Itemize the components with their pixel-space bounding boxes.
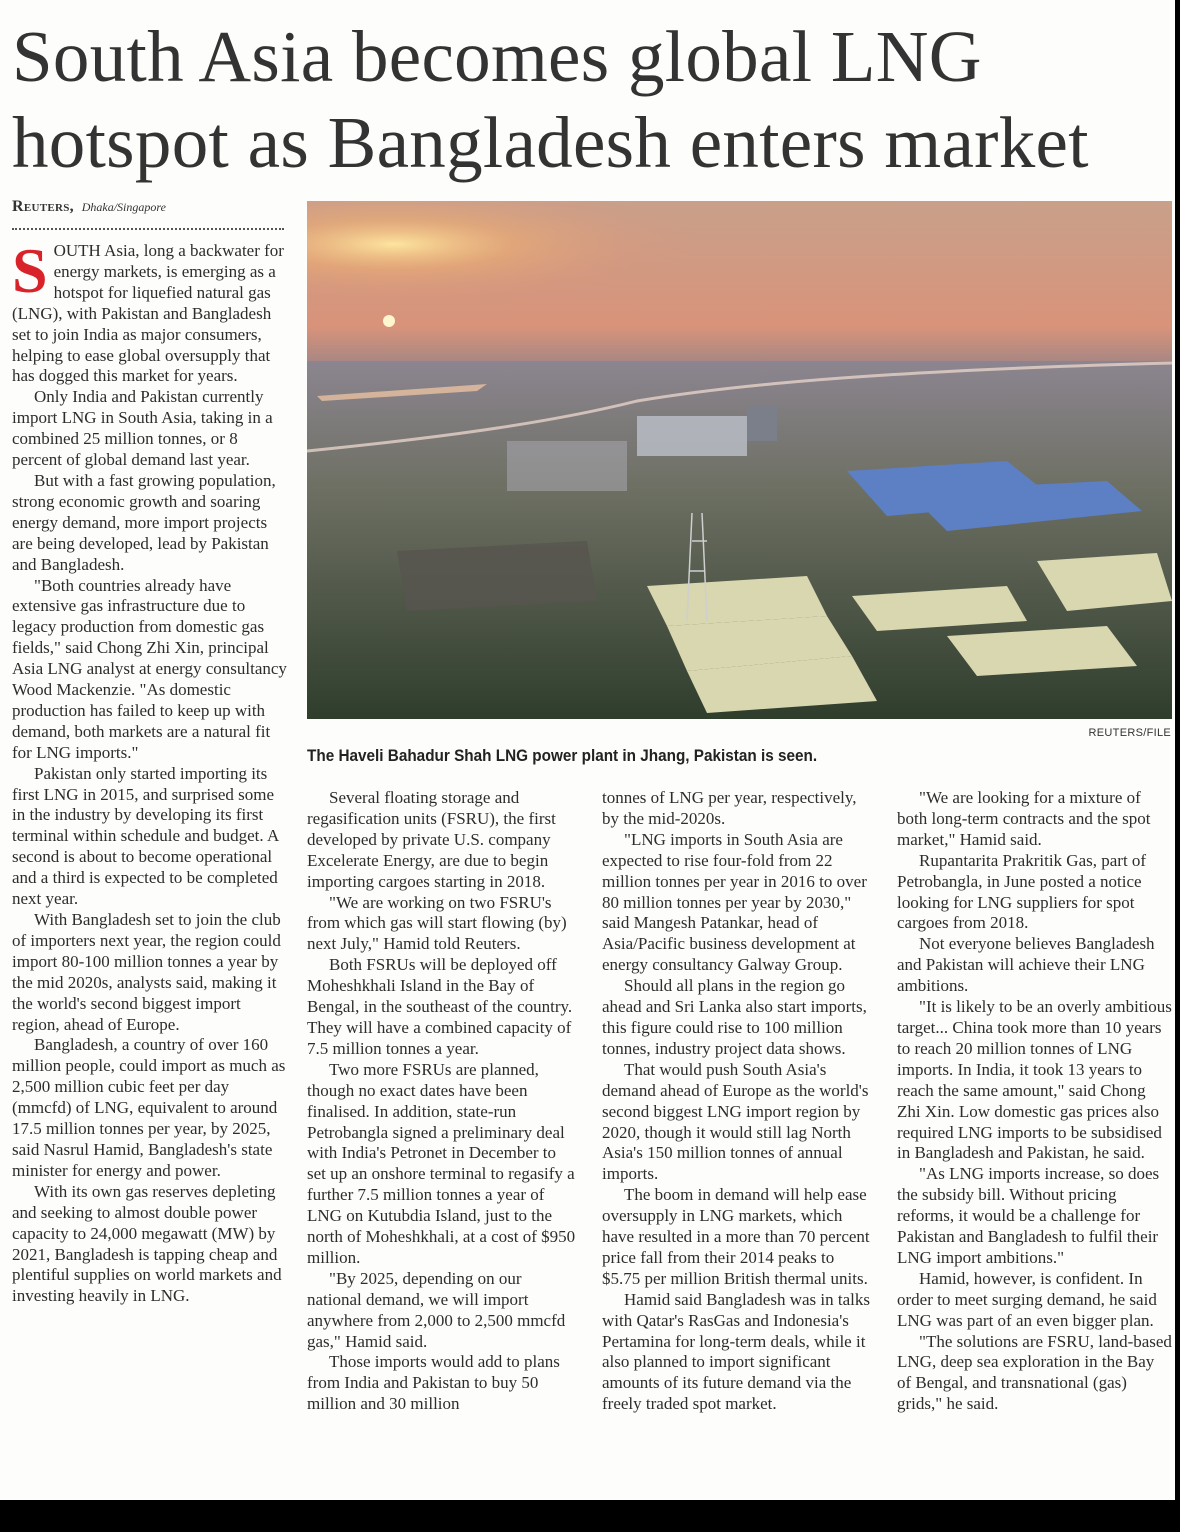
lead-paragraph [12,235,288,387]
power-plant-stack [747,406,777,441]
article-column-1 [12,235,288,1307]
paragraph: That would push South Asia's demand ahead of Europe as the world's second biggest LNG import region by 2020, though it would still lag North Asia's 150 million tonnes of annual imports. [602,1059,869,1184]
sun [383,315,395,327]
paragraph: The boom in demand will help ease oversupply in LNG markets, which have resulted in a more than 70 percent price fall from their 2014 peaks to $5.75 per million British thermal units. [602,1185,870,1288]
paragraph: Pakistan only started importing its first LNG in 2015, and surprised some in the industry by developing its first terminal within schedule and budget. A second is about to become operational and a third is expected to be completed next year. [12,763,279,909]
byline-agency: Reuters, [12,198,74,215]
paragraph: Those imports would add to plans from India and Pakistan to buy 50 million and 30 million [307,1352,560,1414]
paragraph: "The solutions are FSRU, land-based LNG, deep sea exploration in the Bay of Bengal, and transnational (gas) grids," he said. [897,1331,1172,1414]
dotted-divider [12,228,284,230]
power-plant-building [637,416,747,456]
headline-line-1: South Asia becomes global LNG [12,16,982,97]
headline-line-2: hotspot as Bangladesh enters market [12,102,1089,183]
paragraph: Two more FSRUs are planned, though no exact dates have been finalised. In addition, state-run Petrobangla signed a preliminary deal with India's Petronet in December to set up an onshore terminal to regasify a further 7.5 million tonnes a year of LNG on Kutubdia Island, just to the north of Moheshkhali, at a cost of $950 million. [307,1059,576,1267]
article-column-3 [602,788,876,1415]
byline-dateline: Dhaka/Singapore [81,200,166,214]
paragraph: Hamid, however, is confident. In order to meet surging demand, he said LNG was part of an even bigger plan. [897,1268,1157,1330]
sun-glow [307,201,1172,381]
paragraph: Rupantarita Prakritik Gas, part of Petrobangla, in June posted a notice looking for LNG suppliers for spot cargoes from 2018. [897,850,1147,933]
paragraph: "We are looking for a mixture of both long-term contracts and the spot market," Hamid said. [897,788,1151,849]
paragraph: Both FSRUs will be deployed off Moheshkhali Island in the Bay of Bengal, in the southeast of the country. They will have a combined capacity of 7.5 million tonnes a year. [307,955,573,1058]
news-photo [307,201,1172,719]
byline [12,198,166,216]
paragraph: "Both countries already have extensive gas infrastructure due to legacy production from domestic gas fields," said Chong Zhi Xin, principal Asia LNG analyst at energy consultancy Wood Mackenzie. "As domestic production has failed to keep up with demand, both markets are a natural fit for LNG imports." [12,575,287,762]
photo-caption: The Haveli Bahadur Shah LNG power plant in Jhang, Pakistan is seen. [307,746,818,765]
article-column-2 [307,788,579,1415]
headline [12,14,1172,186]
lead-text: OUTH Asia, long a backwater for energy markets, is emerging as a hotspot for liquefied natural gas (LNG), with Pakistan and Bangladesh set to join India as major consumers, helping to ease global oversupply that has dogged this market for years. [12,241,284,386]
photo-credit: REUTERS/FILE [1088,727,1171,739]
field [397,541,597,611]
article-column-4 [897,788,1172,1415]
paragraph: Hamid said Bangladesh was in talks with Qatar's RasGas and Indonesia's Pertamina for long-term deals, while it also planned to import significant amounts of its future demand via the freely traded spot market. [602,1289,870,1414]
paragraph: Not everyone believes Bangladesh and Pakistan will achieve their LNG ambitions. [897,934,1155,996]
drop-cap: S [12,235,48,306]
paragraph: With Bangladesh set to join the club of importers next year, the region could import 80-100 million tonnes a year by the mid 2020s, analysts said, making it the world's second biggest import region, ahead of Europe. [12,910,281,1034]
paragraph: With its own gas reserves depleting and seeking to almost double power capacity to 24,000 megawatt (MW) by 2021, Bangladesh is tapping cheap and plentiful supplies on world markets and investing heavily in LNG. [12,1181,282,1306]
paragraph-continued: tonnes of LNG per year, respectively, by the mid-2020s. [602,788,857,828]
paragraph: "It is likely to be an overly ambitious target... China took more than 10 years to reach 20 million tonnes of LNG imports. In India, it took 13 years to reach the same amount," said Chong Zhi Xin. Low domestic gas prices also required LNG imports to be subsidised in Bangladesh and Pakistan, he said. [897,997,1172,1163]
paragraph: "As LNG imports increase, so does the subsidy bill. Without pricing reforms, it would be a challenge for Pakistan and Bangladesh to fulfil their LNG import ambitions." [897,1164,1160,1267]
paragraph: Several floating storage and regasification units (FSRU), the first developed by private U.S. company Excelerate Energy, are due to begin importing cargoes starting in 2018. [307,788,556,891]
paragraph: "LNG imports in South Asia are expected to rise four-fold from 22 million tonnes per year in 2016 to over 80 million tonnes per year by 2030," said Mangesh Patankar, head of Asia/Pacific business development at energy consultancy Galway Group. [602,829,867,975]
paragraph: But with a fast growing population, strong economic growth and soaring energy demand, more import projects are being developed, lead by Pakistan and Bangladesh. [12,470,276,574]
power-plant-aerial-photo [307,201,1172,719]
switchyard [507,441,627,491]
paragraph: "By 2025, depending on our national demand, we will import anywhere from 2,000 to 2,500 mmcfd gas," Hamid said. [307,1268,566,1351]
paragraph: Should all plans in the region go ahead and Sri Lanka also start imports, this figure could rise to 100 million tonnes, industry project data shows. [602,976,867,1058]
paragraph: "We are working on two FSRU's from which gas will start flowing (by) next July," Hamid told Reuters. [307,892,567,954]
paragraph: Bangladesh, a country of over 160 million people, could import as much as 2,500 million cubic feet per day (mmcfd) of LNG, equivalent to around 17.5 million tonnes per year, by 2025, said Nasrul Hamid, Bangladesh's state minister for energy and power. [12,1035,286,1180]
paragraph: Only India and Pakistan currently import LNG in South Asia, taking in a combined 25 million tonnes, or 8 percent of global demand last year. [12,387,273,470]
